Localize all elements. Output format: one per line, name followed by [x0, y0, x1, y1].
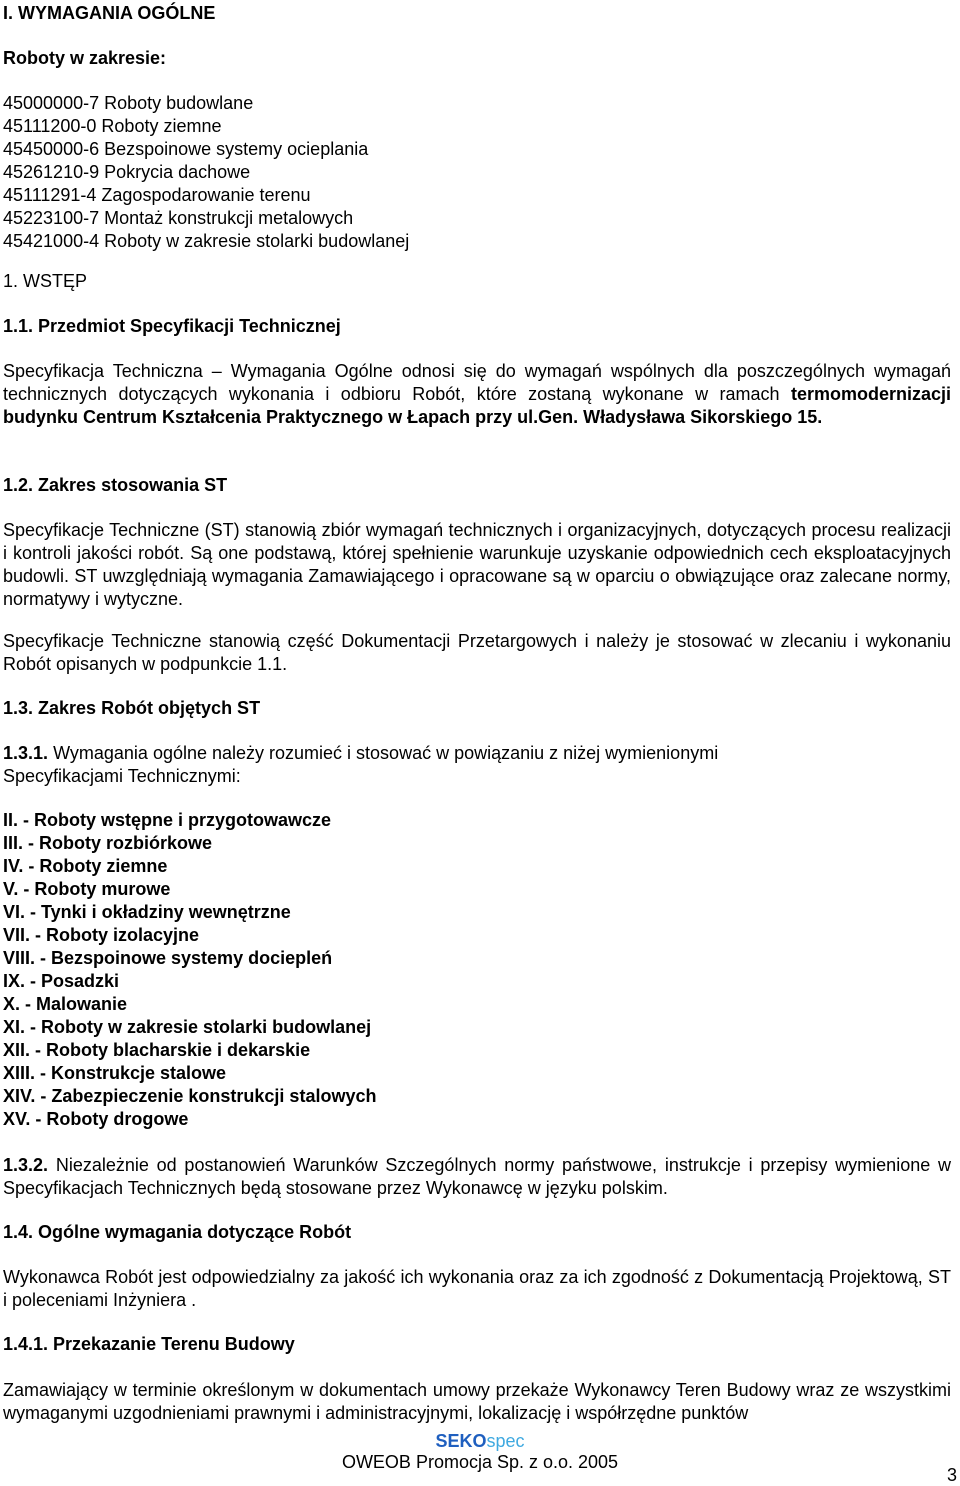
section-1-1-text: Specyfikacja Techniczna – Wymagania Ogólne odnosi się do wymagań wspólnych dla poszczególnych wymagań technicznych dotyczących wykonania i odbioru Robót, które zostaną wykonane w ramach: [3, 361, 951, 404]
section-1-4-1-paragraph: Zamawiający w terminie określonym w dokumentach umowy przekaże Wykonawcy Teren Budowy wraz ze wszystkimi wymaganymi uzgodnieniami prawnymi i administracyjnymi, lokalizację i współrzędne punktów: [3, 1380, 951, 1423]
section-1-3-2-text: Niezależnie od postanowień Warunków Szczególnych normy państwowe, instrukcje i przepisy wymienione w Specyfikacjach Technicznych będą stosowane przez Wykonawcę w języku polskim.: [3, 1155, 951, 1198]
section-1-2-paragraph-1: Specyfikacje Techniczne (ST) stanowią zbiór wymagań technicznych i organizacyjnych, dotyczących procesu realizacji i kontroli jakości robót. Są one podstawą, której spełnienie warunkuje uzyskanie odpowiednich cech eksploatacyjnych budowli. ST uwzględniają wymagania Zamawiającego i opracowane są w oparciu o obwiązujące oraz zalecane normy, normatywy i wytyczne.: [3, 520, 951, 609]
spec-list-item: XIV. - Zabezpieczenie konstrukcji stalowych: [3, 1086, 377, 1106]
cpv-code-item: 45261210-9 Pokrycia dachowe: [3, 162, 251, 182]
spec-list-item: V. - Roboty murowe: [3, 879, 171, 899]
section-1-1-title: Przedmiot Specyfikacji Technicznej: [38, 316, 341, 336]
cpv-code-list: [3, 92, 951, 253]
publisher-logo: [0, 1430, 960, 1452]
scope-heading: Roboty w zakresie:: [3, 48, 167, 68]
section-1-3-heading: 1.3. Zakres Robót objętych ST: [3, 698, 261, 718]
intro-heading: 1. WSTĘP: [3, 271, 88, 291]
cpv-code-item: 45000000-7 Roboty budowlane: [3, 93, 254, 113]
spec-list-item: VII. - Roboty izolacyjne: [3, 925, 200, 945]
spec-list-item: VIII. - Bezspoinowe systemy dociepleń: [3, 948, 333, 968]
spec-list-item: XII. - Roboty blacharskie i dekarskie: [3, 1040, 311, 1060]
logo-part-seko: SEKO: [435, 1431, 487, 1451]
spec-list-item: VI. - Tynki i okładziny wewnętrzne: [3, 902, 291, 922]
section-1-3-2-paragraph: [3, 1154, 951, 1200]
spec-list-item: IV. - Roboty ziemne: [3, 856, 168, 876]
section-1-2-heading: 1.2. Zakres stosowania ST: [3, 475, 228, 495]
spec-list-item: XIII. - Konstrukcje stalowe: [3, 1063, 227, 1083]
section-1-3-2-number: 1.3.2.: [3, 1155, 49, 1175]
logo-part-spec: spec: [486, 1431, 525, 1451]
section-1-4-heading: 1.4. Ogólne wymagania dotyczące Robót: [3, 1222, 352, 1242]
spec-list-item: XV. - Roboty drogowe: [3, 1109, 189, 1129]
cpv-code-item: 45223100-7 Montaż konstrukcji metalowych: [3, 208, 354, 228]
section-1-4-paragraph: Wykonawca Robót jest odpowiedzialny za jakość ich wykonania oraz za ich zgodność z Dokumentacją Projektową, ST i poleceniami Inżyniera .: [3, 1267, 951, 1310]
cpv-code-item: 45111200-0 Roboty ziemne: [3, 116, 222, 136]
section-1-3-1-paragraph: [3, 742, 951, 788]
section-1-1-heading: [3, 315, 951, 338]
section-1-3-1-text-continued: Specyfikacjami Technicznymi:: [3, 766, 241, 786]
cpv-code-item: 45111291-4 Zagospodarowanie terenu: [3, 185, 311, 205]
section-1-2-paragraph-2: Specyfikacje Techniczne stanowią część Dokumentacji Przetargowych i należy je stosować w zlecaniu i wykonaniu Robót opisanych w podpunkcie 1.1.: [3, 631, 951, 674]
section-1-1-paragraph: [3, 360, 951, 429]
section-1-1-number: 1.1.: [3, 316, 34, 336]
cpv-code-item: 45450000-6 Bezspoinowe systemy ocieplania: [3, 139, 369, 159]
spec-list-item: IX. - Posadzki: [3, 971, 120, 991]
section-1-3-1-line: [3, 742, 951, 765]
cpv-code-item: 45421000-4 Roboty w zakresie stolarki budowlanej: [3, 231, 410, 251]
spec-list-item: III. - Roboty rozbiórkowe: [3, 833, 213, 853]
spec-list: [3, 809, 951, 1131]
spec-list-item: XI. - Roboty w zakresie stolarki budowlanej: [3, 1017, 372, 1037]
spec-list-item: X. - Malowanie: [3, 994, 128, 1014]
page-number: 3: [946, 1465, 957, 1485]
section-1-3-1-number: 1.3.1.: [3, 743, 49, 763]
section-1-4-1-heading: 1.4.1. Przekazanie Terenu Budowy: [3, 1334, 295, 1354]
section-title: I. WYMAGANIA OGÓLNE: [3, 3, 216, 23]
publisher-line: OWEOB Promocja Sp. z o.o. 2005: [341, 1452, 619, 1472]
section-1-1-object: termomodernizacji budynku Centrum Kształcenia Praktycznego w Łapach przy ul.Gen. Władysława Sikorskiego 15.: [3, 384, 951, 427]
spec-list-item: II. - Roboty wstępne i przygotowawcze: [3, 810, 332, 830]
section-1-3-1-text: Wymagania ogólne należy rozumieć i stosować w powiązaniu z niżej wymienionymi: [53, 743, 719, 763]
